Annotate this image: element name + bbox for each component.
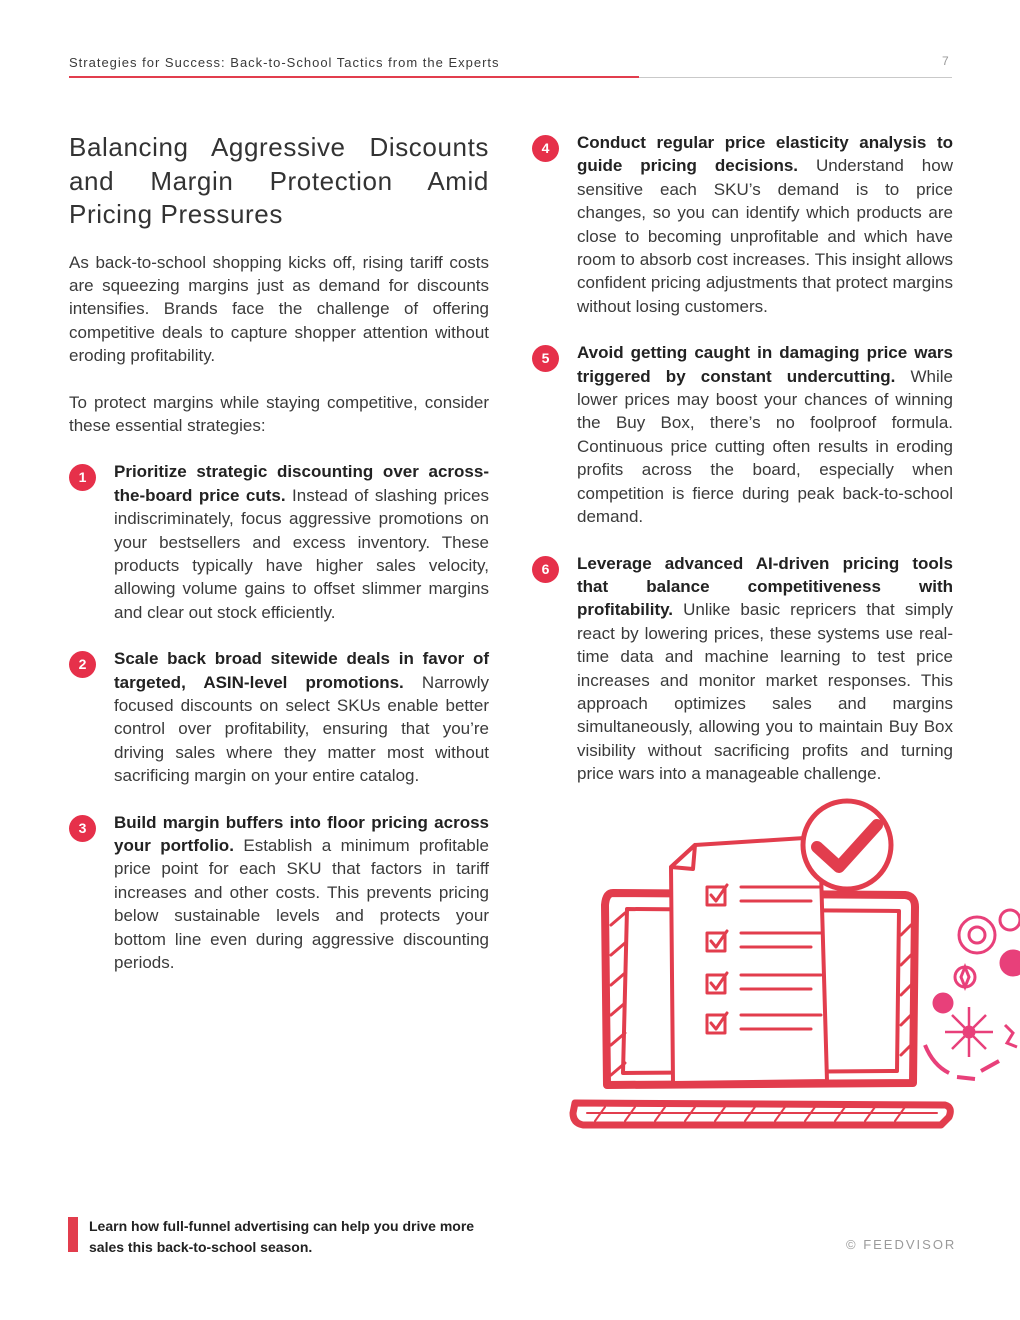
strategy-item (69, 647, 489, 787)
strategy-item (69, 811, 489, 975)
laptop-checklist-illustration (565, 795, 1020, 1140)
strategy-text (114, 460, 489, 624)
strategy-text (577, 131, 953, 318)
strategy-item (532, 341, 953, 528)
strategy-title: Prioritize strategic discounting over across-the-board price cuts. (114, 462, 489, 505)
strategy-body: While lower prices may boost your chances of winning the Buy Box, there’s no foolproof formula. Continuous price cutting often results in eroding profits across the board, especially when competition is fierce during peak back-to-school demand. (577, 366, 954, 527)
strategy-item (532, 552, 953, 786)
checklist-document-icon (671, 837, 827, 1083)
strategy-title: Leverage advanced AI-driven pricing tools that balance competitiveness with profitability. (577, 553, 953, 620)
strategy-title: Conduct regular price elasticity analysis to guide pricing decisions. (577, 133, 953, 176)
number-badge: 3 (69, 815, 96, 842)
checkmark-badge-icon (803, 801, 891, 889)
strategy-body: Understand how sensitive each SKU’s demand is to price changes, so you can identify which products are close to becoming unprofitable and which have room to absorb cost increases. This insight allows confident pricing adjustments that protect margins without losing customers. (577, 156, 953, 316)
decorative-doodles-icon (925, 910, 1020, 1079)
number-badge: 5 (532, 345, 559, 372)
strategy-text (577, 552, 953, 786)
strategy-body: Narrowly focused discounts on select SKUs enable better control over profitability, ensuring that you’re driving sales where they matter most without sacrificing margin on your entire catalog. (114, 672, 489, 786)
strategy-text (114, 811, 489, 975)
strategy-title: Build margin buffers into floor pricing across your portfolio. (114, 812, 489, 856)
cta-rest: can help you drive more sales this back-to-school season. (89, 1218, 475, 1255)
strategy-text (114, 647, 489, 787)
strategy-body: Establish a minimum profitable price point for each SKU that factors in tariff increases and other costs. This prevents pricing below sustainable levels and protects your bottom line even during aggressive discounting periods. (114, 836, 489, 973)
strategy-list-left (69, 460, 489, 974)
number-badge: 1 (69, 464, 96, 491)
number-badge: 6 (532, 556, 559, 583)
strategy-item (532, 131, 953, 318)
cta-link[interactable]: Learn how full-funnel advertising (89, 1218, 310, 1234)
strategy-title: Scale back broad sitewide deals in favor of targeted, ASIN-level promotions. (114, 649, 489, 692)
strategy-item (69, 460, 489, 624)
strategy-text (577, 341, 953, 528)
strategy-body: Unlike basic repricers that simply react by lowering prices, these systems use real-time data and machine learning to test price increases and monitor market responses. This approach optimizes sales and margins simultaneously, allowing you to maintain Buy Box visibility without sacrificing profits and turning price wars into a manageable challenge. (577, 600, 953, 784)
running-header: Strategies for Success: Back-to-School Tactics from the Experts (69, 55, 500, 70)
right-column (532, 131, 953, 809)
strategy-body: Instead of slashing prices indiscriminately, focus aggressive promotions on your bestsellers and excess inventory. These products typically have higher sales velocity, allowing volume gains to offset slimmer margins and clear out stock efficiently. (114, 485, 489, 622)
cta-accent-bar (68, 1217, 78, 1252)
cta-text (89, 1216, 479, 1258)
number-badge: 4 (532, 135, 559, 162)
page-title: Balancing Aggressive Discounts and Margin Protection Amid Pricing Pressures (69, 132, 489, 229)
copyright: © FEEDVISOR (846, 1237, 957, 1252)
intro-paragraph: As back-to-school shopping kicks off, rising tariff costs are squeezing margins just as demand for discounts intensifies. Brands face the challenge of offering competitive deals to capture shopper attention without eroding profitability. (69, 252, 489, 366)
page-number: 7 (942, 54, 949, 68)
strategy-title: Avoid getting caught in damaging price wars triggered by constant undercutting. (577, 343, 953, 386)
lead-in-paragraph: To protect margins while staying competitive, consider these essential strategies: (69, 392, 489, 435)
header-accent-rule (69, 76, 639, 78)
left-column (69, 131, 489, 997)
number-badge: 2 (69, 651, 96, 678)
